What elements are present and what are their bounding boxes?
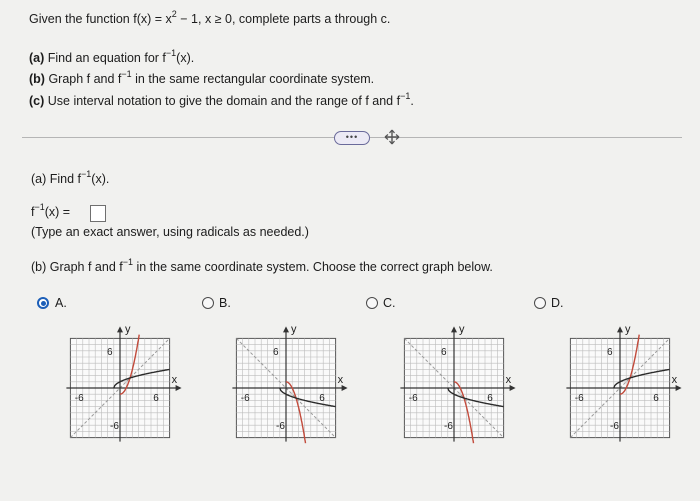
y-tick-label-pos: 6 xyxy=(107,346,113,358)
y-tick-label-neg: -6 xyxy=(610,421,619,433)
x-tick-label-pos: 6 xyxy=(487,393,493,404)
x-tick-label-pos: 6 xyxy=(653,393,659,404)
x-tick-label-neg: -6 xyxy=(74,393,84,404)
y-tick-label-neg: -6 xyxy=(444,421,453,433)
x-axis-label: x xyxy=(505,374,512,386)
y-tick-label-pos: 6 xyxy=(441,346,447,358)
part-a-statement: (a) Find an equation for $f^{-1}(x)$. xyxy=(29,48,195,65)
part-a-heading: (a) Find $f^{-1}(x)$. xyxy=(31,169,110,186)
y-tick-label-neg: -6 xyxy=(110,421,119,433)
option-d-label[interactable]: D. xyxy=(551,296,564,310)
move-icon[interactable] xyxy=(384,129,400,145)
y-axis-arrow xyxy=(117,326,123,332)
graph-option-c[interactable] xyxy=(394,318,534,458)
y-axis-label: y xyxy=(625,323,631,336)
y-axis-arrow xyxy=(617,326,623,332)
problem-intro: Given the function $f(x) = x^2 - 1$, x ≥ 0, complete parts a through c. xyxy=(29,9,391,26)
graph-option-b[interactable] xyxy=(226,318,366,458)
option-d-radio[interactable] xyxy=(534,297,546,309)
option-a-radio[interactable] xyxy=(37,297,49,309)
part-b-instruction: (b) Graph f and $f^{-1}$ in the same coordinate system. Choose the correct graph below. xyxy=(31,257,493,274)
x-tick-label-neg: -6 xyxy=(240,393,250,404)
part-c-statement: (c) Use interval notation to give the domain and the range of f and $f^{-1}$. xyxy=(29,91,414,108)
y-tick-label-pos: 6 xyxy=(273,346,279,358)
graph-option-a[interactable] xyxy=(60,318,200,458)
more-button[interactable]: ••• xyxy=(334,131,370,145)
y-tick-label-pos: 6 xyxy=(607,346,613,358)
x-tick-label-neg: -6 xyxy=(408,393,418,404)
x-axis-label: x xyxy=(337,374,344,386)
y-axis-label: y xyxy=(291,323,297,336)
graph-option-d[interactable] xyxy=(560,318,700,458)
option-c-label[interactable]: C. xyxy=(383,296,396,310)
x-tick-label-neg: -6 xyxy=(574,393,584,404)
option-b-label[interactable]: B. xyxy=(219,296,231,310)
y-axis-label: y xyxy=(459,323,465,336)
y-axis-arrow xyxy=(283,326,289,332)
option-c-radio[interactable] xyxy=(366,297,378,309)
x-tick-label-pos: 6 xyxy=(153,393,159,404)
x-axis-label: x xyxy=(171,374,178,386)
x-tick-label-pos: 6 xyxy=(319,393,325,404)
part-b-statement: (b) Graph f and $f^{-1}$ in the same rectangular coordinate system. xyxy=(29,69,375,86)
x-axis-label: x xyxy=(671,374,678,386)
answer-hint: (Type an exact answer, using radicals as needed.) xyxy=(31,225,309,239)
y-axis-arrow xyxy=(451,326,457,332)
y-axis-label: y xyxy=(125,323,131,336)
inverse-equation-label: $f^{-1}(x)$ = xyxy=(31,202,71,219)
y-tick-label-neg: -6 xyxy=(276,421,285,433)
option-a-label[interactable]: A. xyxy=(55,296,67,310)
option-b-radio[interactable] xyxy=(202,297,214,309)
inverse-answer-input[interactable] xyxy=(90,205,106,222)
